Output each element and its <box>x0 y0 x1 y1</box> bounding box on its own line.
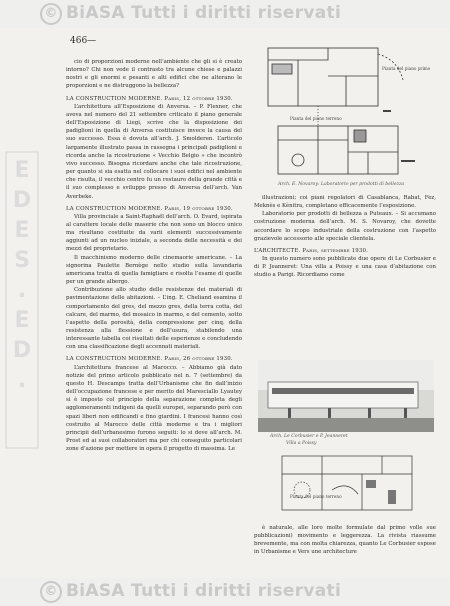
plan-label-lower: Pianta del piano terreno <box>290 116 342 121</box>
paragraph: In questo numero sono pubblicate due opere di Le Corbusier e di P. Jeanneret: Una villa a Poissy e una casa d’abitazione con studio a Parigi. Ricordiamo come <box>254 256 436 279</box>
figure-laboratory-plans <box>258 40 430 190</box>
villa-plan-label: Pianta del piano terreno <box>290 494 342 499</box>
figure-laboratory-caption: Arch. E. Novaroy: Laboratorio per prodotti di bellezza <box>278 182 405 187</box>
copyright-icon: © <box>40 3 62 25</box>
left-column <box>66 58 242 453</box>
paragraph: Il macchinismo moderno delle cinemaorie americane. – La signorina Paulette Bernège nello studio sulla lavandaria americana tratta di quella famigliare e risolta l’esame di quelle per un grande albergo. <box>66 254 242 286</box>
page-number: 466— <box>70 36 97 46</box>
plan-label-upper: Pianta del piano primo <box>382 66 431 71</box>
figure-villa-plan <box>262 450 434 516</box>
paragraph: illustrazioni; coi piani regolatori di Casablanca, Rabat, Fez, Meknès e Kénitra, completano efficacemente l’esposizione. <box>254 195 436 210</box>
paragraph: Laboratorio per prodotti di bellezza a Puteaux. – Si accumano costruzione moderna dell’arch. M. S. Novaroy, che dovette accordare lo scopo industriale della costruzione con l’aspetto grazievole accessorio alle speciale clientela. <box>254 211 436 242</box>
right-column-bottom <box>254 524 436 557</box>
section-heading: LA CONSTRUCTION MODERNE. Paris, 12 ottobre 1930. <box>66 95 233 102</box>
copyright-icon: © <box>40 581 62 603</box>
paragraph: L’architettura all’Esposizione di Anversa. – P. Flexner, che aveva nel numero del 21 settembre criticato il piano generale dell’Esposizione di Liegi, scrive che la disposizione dei padiglioni in quella di Anversa costituisce invece la causa del suo successo. Essa è dovuta all’arch. J. Smolderen. L’articolo largamente illustrato passa in rassegna i principali padiglioni e ricorda anche la ricostruzione « Vecchio Belgio » che incontrò vivo successo. Bisogna ricordare anche che tale ricostruzione, per quanto si sia esatta nel collocare i suoi edifici nel ambiente che risulta, il vecchio centro fu un restauro della grande città e il suo complesso e sviluppo presso di Anversa dell’arch. Van Averbeke. <box>66 103 242 200</box>
section-heading: LA CONSTRUCTION MODERNE. Paris, 19 ottobre 1930. <box>66 205 233 212</box>
watermark-banner-bottom <box>0 578 450 606</box>
paragraph: è naturale, alle loro molte formulate dal primo volle sue pubblicazioni) movimento e leggerezza. La rivista riassume brevemente, ma con molta chiarezza, quanto Le Corbusier espose in Urbanisme e Vers une architecture <box>254 525 436 556</box>
figure-villa-photo <box>258 360 434 432</box>
watermark-text-top: BiASA Tutti i diritti riservati <box>66 3 342 23</box>
section-heading: LA CONSTRUCTION MODERNE. Paris, 26 ottobre 1930. <box>66 356 233 363</box>
right-column-top <box>254 194 436 280</box>
villa-photo <box>258 360 434 432</box>
paragraph: L’architettura francese al Marocco. – Abbiamo già dato notizie del primo articolo pubblicato nel n. 7 (settembre) da questo H. Descamps tratta dell’Urbanisme che fin dall’inizio dell’occupazione francese e per merito del Maresciallo Lyautey si è imposto col principio della separazione completa degli agglomeramenti indigeni da quelli europei, separando però con spazi liberi non edificandi e fino giardini. I francesi hanno così costruito al Marocco delle città moderne e tra i migliori principii dell’urbanesimo furono seguiti: lo si deve all’arch. M. Prost ed ai suoi collaboratori ma per chi conseguito particolari zone d’azione per mettere in opera il progetto di massima. Le <box>66 364 242 453</box>
paragraph: Villa provinciale a Saint-Raphaël dell’arch. O. Evard, ispirata al carattere locale delle maserie che non sono un blocco unico ma risultano costituite da varii elementi successivamente aggiunti ad un nucleo iniziale, a seconda delle necessità e dei mezzi del proprietario. <box>66 213 242 253</box>
paragraph: cio di proporzioni moderne nell’ambiente che gli si è creato intorno? Chi non vede il contrasto tra alcune chiese e palazzi nostri e gli enormi e pesanti e alti edifici che ne alterano le proporzioni e ne distruggono la bellezza? <box>66 59 242 90</box>
paragraph: Contribuzione allo studio delle resistenze dei materiali di pavimentazione delle abitazioni. – L’ing. E. Cheliand esamina il comportamento del gres, del mezzo gres, della terra cotta, del calcare, del marmo, del mosaico in marmo, e del cemento, sotto l’aspetto della porosità, della compressione per cinq. della resistenza alla flessione e dell’usura, stabilendo una interessante tabella coi risultati delle esperienze e concludendo con una classificazione degli accennati materiali. <box>66 287 242 351</box>
watermark-banner-top <box>0 0 450 28</box>
watermark-text-bottom: BiASA Tutti i diritti riservati <box>66 581 342 601</box>
figure-villa-subcaption: Villa a Poissy <box>286 441 317 446</box>
side-stamp <box>4 150 40 450</box>
plan-drawing <box>258 40 430 190</box>
figure-villa-caption: Arch. Le Corbusier e P. Jeanneret <box>270 434 348 439</box>
stamp-letters: E D E S . E D . <box>12 158 32 393</box>
section-heading: L’ARCHITECTE. Paris, settembre 1930. <box>254 247 369 254</box>
villa-plan-drawing <box>262 450 434 516</box>
